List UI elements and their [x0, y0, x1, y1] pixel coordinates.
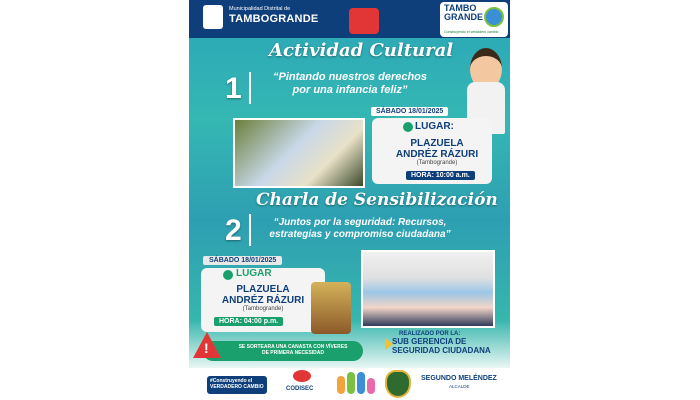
family-logo — [335, 370, 381, 396]
brand-subtitle: Construyendo el verdadero cambio — [444, 30, 499, 34]
municipality-label: Municipalidad Distrital de — [229, 6, 291, 12]
mayor-name: SEGUNDO MELÉNDEZ — [421, 375, 497, 382]
activity2-number: 2 — [225, 214, 242, 247]
activity2-lugar-label: LUGAR — [236, 268, 272, 279]
police-shield-logo — [385, 370, 411, 398]
municipality-logo — [203, 5, 223, 29]
raffle-text: SE SORTEARA UNA CANASTA CON VÍVERES DE PRIMERA NECESIDAD — [238, 344, 348, 356]
location-pin-icon — [223, 270, 233, 280]
divider — [249, 214, 251, 246]
organizer-label: REALIZADO POR LA: — [399, 331, 461, 337]
activity1-time: HORA: 10:00 a.m. — [406, 171, 475, 180]
activity2-photo — [361, 250, 495, 328]
divider — [249, 72, 251, 104]
municipality-name: TAMBOGRANDE — [229, 13, 319, 25]
brand-title: TAMBO GRANDE — [444, 3, 484, 22]
codisec-label: CODISEC — [286, 386, 314, 392]
activity1-city: (Tambogrande) — [416, 160, 458, 166]
activity1-number: 1 — [225, 72, 242, 105]
activity1-date: SÁBADO 18/01/2025 — [371, 107, 448, 116]
warning-mark: ! — [204, 340, 209, 356]
activity2-date: SÁBADO 18/01/2025 — [203, 256, 282, 265]
food-basket-image — [311, 282, 351, 334]
family-figure — [337, 376, 345, 394]
megaphone-icon — [349, 8, 379, 34]
organizer-name: SUB GERENCIA DE SEGURIDAD CIUDADANA — [392, 337, 491, 355]
mayor-title: ALCALDE — [449, 384, 470, 389]
activity1-lugar-label: LUGAR: — [415, 121, 454, 132]
construyendo-text: #Construyendo el VERDADERO CAMBIO — [210, 378, 264, 390]
family-figure — [347, 372, 355, 394]
family-figure — [367, 378, 375, 394]
activity2-place: PLAZUELA ANDRÉZ RÁZURI — [221, 284, 305, 306]
activity1-photo — [233, 118, 365, 188]
activity1-quote: “Pintando nuestros derechos por una infancia feliz” — [272, 71, 428, 96]
family-figure — [357, 372, 365, 394]
activity1-place: PLAZUELA ANDRÉZ RÁZURI — [395, 138, 479, 160]
activity2-title: Charla de Sensibilización — [256, 190, 498, 210]
activity1-title: Actividad Cultural — [269, 40, 454, 61]
activity2-city: (Tambogrande) — [242, 306, 284, 312]
activity2-quote: “Juntos por la seguridad: Recursos, estrategias y compromiso ciudadana” — [269, 217, 451, 240]
globe-icon — [484, 7, 504, 27]
location-pin-icon — [403, 122, 413, 132]
tambogrande-brand-card — [440, 2, 508, 37]
event-poster — [189, 0, 510, 400]
activity2-time: HORA: 04:00 p.m. — [214, 317, 283, 326]
codisec-emblem — [293, 370, 311, 382]
